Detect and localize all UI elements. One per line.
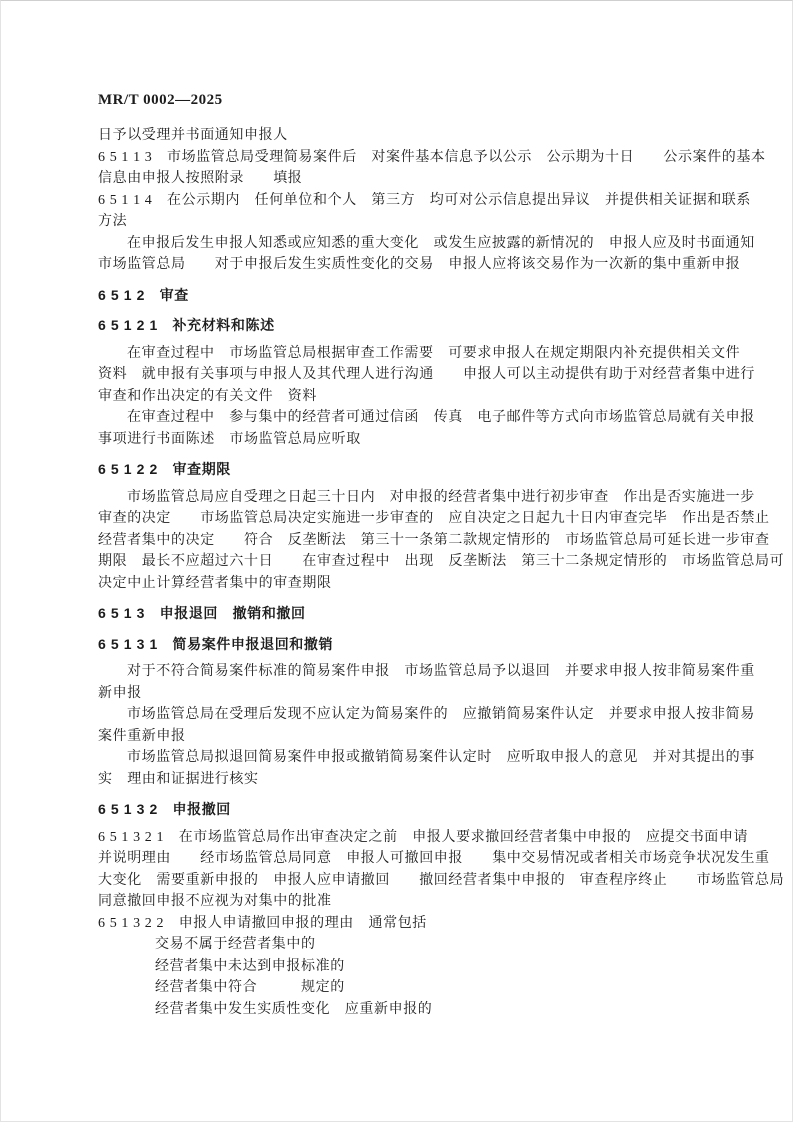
text-line: 期限 最长不应超过六十日 在审查过程中 出现 反垄断法 第三十二条规定情形的 市场监管总局可 xyxy=(98,554,785,569)
text-line: 对于不符合简易案件标准的简易案件申报 市场监管总局予以退回 并要求申报人按非简易案件重 xyxy=(127,664,755,679)
text-line: 在审查过程中 市场监管总局根据审查工作需要 可要求申报人在规定期限内补充提供相关文件 xyxy=(127,345,741,361)
section-heading: 6 5 1 3 2 申报撤回 xyxy=(98,801,231,817)
text-line: 市场监管总局 对于申报后发生实质性变化的交易 申报人应将该交易作为一次新的集中重新申报 xyxy=(98,257,741,272)
text-line: 市场监管总局应自受理之日起三十日内 对申报的经营者集中进行初步审查 作出是否实施进一步 xyxy=(127,489,755,505)
section-heading: 6 5 1 3 1 简易案件申报退回和撤销 xyxy=(98,635,334,652)
doc-number: MR/T 0002—2025 xyxy=(98,92,223,108)
section-heading: 6 5 1 3 申报退回 撤销和撤回 xyxy=(98,605,306,621)
text-line: 同意撤回申报不应视为对集中的批准 xyxy=(98,894,332,909)
section-heading: 6 5 1 2 审查 xyxy=(98,286,189,303)
text-line: 决定中止计算经营者集中的审查期限 xyxy=(98,575,332,591)
text-line: 6 5 1 1 4 在公示期内 任何单位和个人 第三方 均可对公示信息提出异议 并提供相关证据和联系 xyxy=(98,192,751,208)
text-line: 案件重新申报 xyxy=(98,728,186,744)
text-line: 审查和作出决定的有关文件 资料 xyxy=(98,388,317,404)
text-line: 交易不属于经营者集中的 xyxy=(155,937,316,952)
text-line: 市场监管总局在受理后发现不应认定为简易案件的 应撤销简易案件认定 并要求申报人按非简易 xyxy=(127,707,755,722)
text-line: 新申报 xyxy=(98,685,142,701)
text-line: 经营者集中符合 规定的 xyxy=(155,980,345,995)
section-heading: 6 5 1 2 1 补充材料和陈述 xyxy=(98,317,275,333)
text-line: 6 5 1 3 2 2 申报人申请撤回申报的理由 通常包括 xyxy=(98,915,427,931)
text-line: 在申报后发生申报人知悉或应知悉的重大变化 或发生应披露的新情况的 申报人应及时书面通知 xyxy=(127,235,755,251)
text-line: 事项进行书面陈述 市场监管总局应听取 xyxy=(98,431,361,447)
text-line: 市场监管总局拟退回简易案件申报或撤销简易案件认定时 应听取申报人的意见 并对其提出的事 xyxy=(127,750,755,765)
text-line: 经营者集中未达到申报标准的 xyxy=(155,958,345,974)
text-line: 大变化 需要重新申报的 申报人应申请撤回 撤回经营者集中申报的 审查程序终止 市场监管总局 xyxy=(98,872,785,888)
text-line: 资料 就申报有关事项与申报人及其代理人进行沟通 申报人可以主动提供有助于对经营者集中进行 xyxy=(98,367,755,382)
text-line: 实 理由和证据进行核实 xyxy=(98,771,259,787)
text-line: 6 5 1 3 2 1 在市场监管总局作出审查决定之前 申报人要求撤回经营者集中申报的 应提交书面申请 xyxy=(98,829,749,845)
text-line: 6 5 1 1 3 市场监管总局受理简易案件后 对案件基本信息予以公示 公示期为十日 公示案件的基本 xyxy=(98,149,766,165)
text-line: 并说明理由 经市场监管总局同意 申报人可撤回申报 集中交易情况或者相关市场竞争状况发生重 xyxy=(98,851,770,866)
text-line: 经营者集中发生实质性变化 应重新申报的 xyxy=(155,1001,433,1017)
text-line: 经营者集中的决定 符合 反垄断法 第三十一条第二款规定情形的 市场监管总局可延长进一步审查 xyxy=(98,532,770,548)
text-line: 信息由申报人按照附录 填报 xyxy=(98,171,303,186)
document-body xyxy=(98,125,785,1020)
text-line: 方法 xyxy=(98,214,128,229)
text-line: 审查的决定 市场监管总局决定实施进一步审查的 应自决定之日起九十日内审查完毕 作出是否禁止 xyxy=(98,511,770,526)
text-line: 日予以受理并书面通知申报人 xyxy=(98,128,288,143)
section-heading: 6 5 1 2 2 审查期限 xyxy=(98,461,231,477)
text-line: 在审查过程中 参与集中的经营者可通过信函 传真 电子邮件等方式向市场监管总局就有关申报 xyxy=(127,410,755,425)
